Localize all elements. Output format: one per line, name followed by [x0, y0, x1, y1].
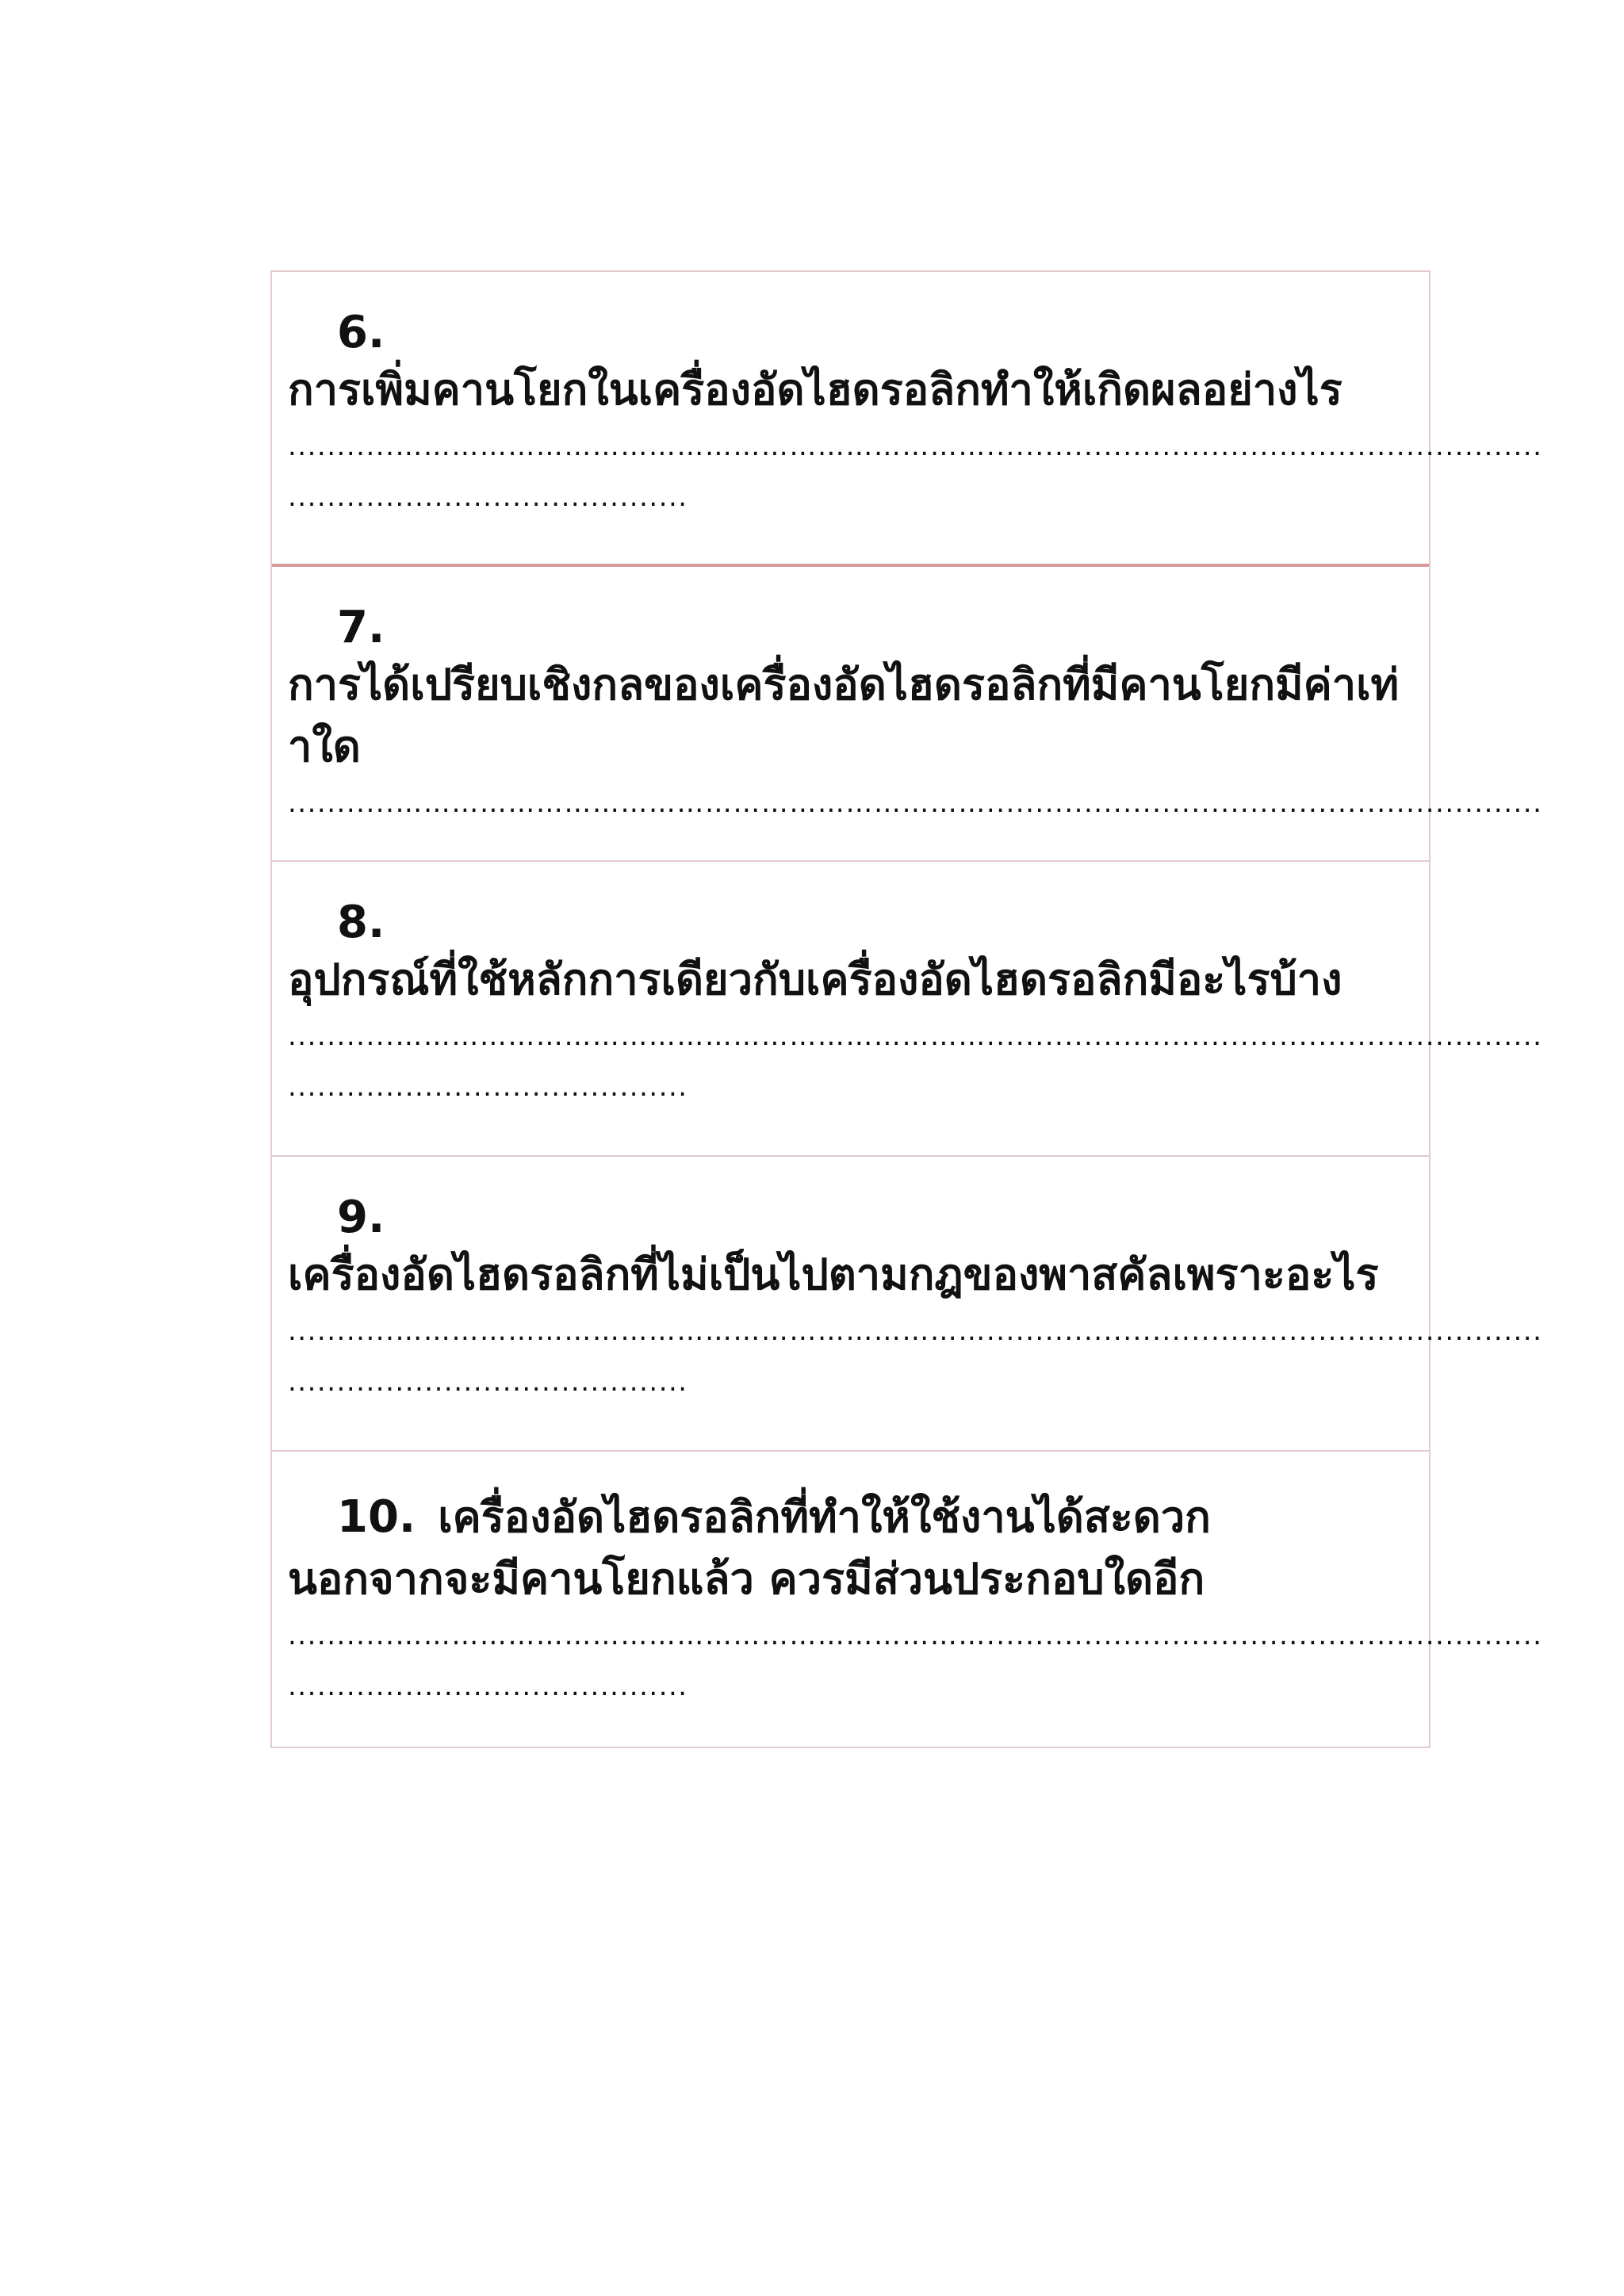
- question-number: 9.: [337, 1192, 385, 1243]
- question-row-6: [272, 272, 1543, 567]
- question-number: 8.: [337, 897, 385, 948]
- question-row-7: [272, 567, 1543, 862]
- question-text: เครื่องอัดไฮดรอลิกที่ไม่เป็นไปตามกฎของพาสคัลเพราะอะไร: [288, 1249, 1379, 1299]
- question-row-9: [272, 1157, 1543, 1452]
- question-text: เครื่องอัดไฮดรอลิกที่ทำให้ใช้งานได้สะดวก: [438, 1492, 1211, 1542]
- answer-line[interactable]: .........................................: [288, 1366, 688, 1398]
- answer-line[interactable]: ...........……………………………………………………….........................................................: [288, 430, 1543, 462]
- question-text: การเพิ่มคานโยกในเครื่องอัดไฮดรอลิกทำให้เกิดผลอย่างไร: [288, 365, 1342, 415]
- question-table: [270, 270, 1543, 1748]
- question-number: 6.: [337, 307, 385, 358]
- answer-line[interactable]: ...........……………………………………………………….........................................................: [288, 1315, 1543, 1347]
- answer-line[interactable]: ...........……………………………………………………….........................................................: [288, 1620, 1543, 1651]
- question-text: การได้เปรียบเชิงกลของเครื่องอัดไฮดรอลิกที่มีคานโยกมีค่าเท่าใด: [288, 660, 1400, 771]
- question-number: 7.: [337, 602, 385, 653]
- question-number: 10.: [337, 1491, 416, 1543]
- question-row-8: [272, 862, 1543, 1157]
- question-text: อุปกรณ์ที่ใช้หลักการเดียวกับเครื่องอัดไฮดรอลิกมีอะไรบ้าง: [288, 955, 1342, 1004]
- question-text-continued: นอกจากจะมีคานโยกแล้ว ควรมีส่วนประกอบใดอีก: [288, 1554, 1205, 1604]
- answer-line[interactable]: ...........……………………………………………………….........................................................: [288, 1020, 1543, 1052]
- answer-line[interactable]: .........................................: [288, 481, 688, 513]
- answer-line[interactable]: ...........……………………………………………………….........................................................: [288, 787, 1543, 819]
- answer-line[interactable]: .........................................: [288, 1071, 688, 1103]
- answer-line[interactable]: .........................................: [288, 1670, 688, 1702]
- question-row-10: [272, 1452, 1543, 1747]
- question-first-line: [288, 1487, 1410, 1548]
